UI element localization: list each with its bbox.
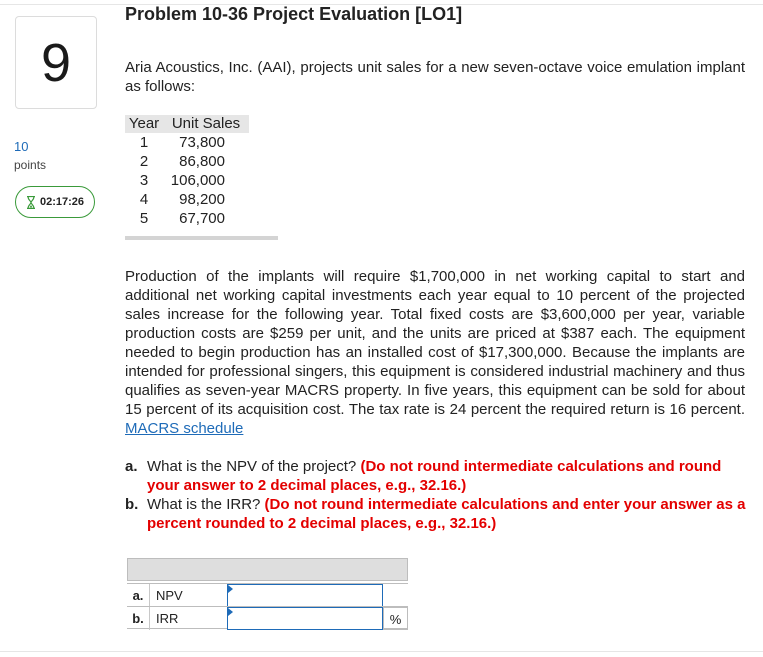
points-info (14, 138, 46, 174)
timer[interactable] (15, 186, 95, 218)
sales-cell: 67,700 (179, 210, 225, 227)
year-cell: 2 (139, 153, 149, 170)
question-letter: b. (125, 496, 139, 513)
answer-row-npv (127, 583, 408, 606)
points-value: 10 (14, 139, 29, 154)
question-item-b (125, 495, 750, 533)
question-number: 9 (15, 16, 97, 109)
year-cell: 3 (139, 172, 149, 189)
question-text (147, 457, 750, 495)
column-header-year: Year (125, 115, 163, 133)
answer-row-irr (127, 606, 408, 629)
year-cell: 5 (139, 210, 149, 227)
answer-letter: b. (132, 611, 144, 626)
table-row (125, 133, 249, 152)
column-header-unit-sales: Unit Sales (163, 115, 249, 133)
macrs-schedule-link[interactable]: MACRS schedule (125, 420, 244, 437)
sales-cell: 73,800 (179, 134, 225, 151)
percent-unit: % (383, 607, 408, 630)
sales-cell: 98,200 (179, 191, 225, 208)
problem-body (125, 267, 745, 438)
table-row (125, 209, 249, 228)
question-instruction: (Do not round intermediate calculations and round your answer to 2 decimal places, e.g., 32.16.) (147, 458, 722, 494)
table-row (125, 152, 249, 171)
answer-unit (383, 584, 408, 607)
sales-cell: 106,000 (170, 172, 225, 189)
question-instruction: (Do not round intermediate calculations and enter your answer as a percent rounded to 2 decimal places, e.g., 32.16.) (147, 496, 746, 532)
answer-letter: a. (132, 588, 144, 603)
npv-input[interactable] (227, 584, 383, 607)
unit-sales-table (125, 115, 249, 228)
input-flag-icon (228, 585, 233, 593)
points-label: points (14, 158, 47, 172)
hourglass-icon (26, 196, 36, 209)
bottom-divider (0, 651, 763, 652)
answer-label: IRR (149, 607, 227, 630)
answer-table-header (127, 558, 408, 581)
sales-cell: 86,800 (179, 153, 225, 170)
problem-intro: Aria Acoustics, Inc. (AAI), projects unit sales for a new seven-octave voice emulation implant as follows: (125, 59, 745, 95)
year-cell: 4 (139, 191, 149, 208)
question-prompt: What is the NPV of the project? (147, 458, 357, 475)
page-title: Problem 10-36 Project Evaluation [LO1] (125, 4, 463, 24)
answer-label: NPV (149, 584, 227, 607)
table-scrollbar[interactable] (125, 236, 278, 240)
timer-text: 02:17:26 (39, 196, 85, 208)
irr-input[interactable] (227, 607, 383, 630)
question-prompt: What is the IRR? (147, 496, 261, 513)
question-list (125, 457, 750, 533)
problem-body-text: Production of the implants will require $1,700,000 in net working capital to start and additional net working capital investments each year equal to 10 percent of the projected sales increase for the following year. Total fixed costs are $3,600,000 per year, variable production costs are $259 per unit, and the units are priced at $387 each. The equipment needed to begin production has an installed cost of $17,300,000. Because the implants are intended for professional singers, this equipment is considered industrial machinery and thus qualifies as seven-year MACRS property. In five years, this equipment can be sold for about 15 percent of its acquisition cost. The tax rate is 24 percent the required return is 16 percent. (125, 268, 745, 418)
question-item-a (125, 457, 750, 495)
input-flag-icon (228, 608, 233, 616)
year-cell: 1 (139, 134, 149, 151)
question-text (147, 495, 750, 533)
table-row (125, 171, 249, 190)
question-letter: a. (125, 458, 138, 475)
table-row (125, 190, 249, 209)
